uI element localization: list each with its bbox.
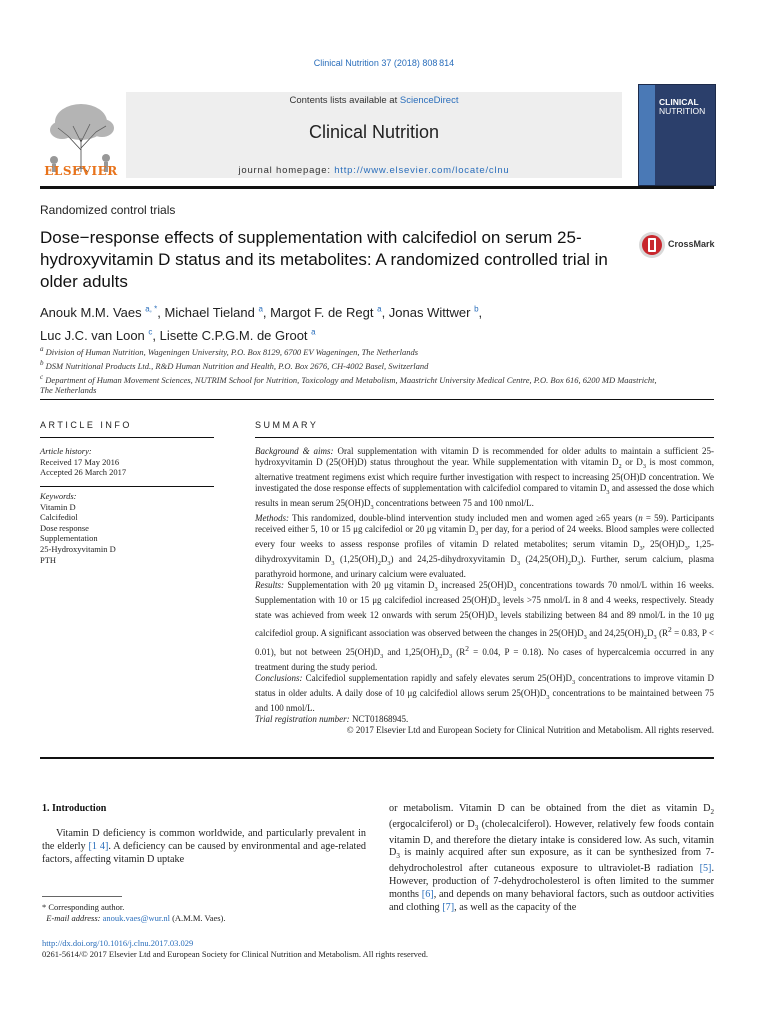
author[interactable]: Luc J.C. van Loon $^c$, — [40, 327, 160, 343]
author[interactable]: Michael Tieland $^a$, — [164, 305, 271, 321]
author[interactable]: Jonas Wittwer $^b$, — [388, 305, 483, 321]
keyword: Dose response — [40, 522, 89, 533]
summary-results: Results: Supplementation with 20 μg vitamin $D_3$ increased $25(OH)D_3$ concentrations towards 70 nmol/L within 16 weeks. Supplementation with 10 or 15 μg calcifediol increased $25(OH)D_3$ levels >75 nmol/L in 8 and 4 weeks, respectively. Steady state was achieved from week 12 onwards with serum $25(OH)D_3$ levels stabilizing between 84 and 89 nmol/L in the 10 μg calcifediol group. A significant association was observed between the changes in $25(OH)D_3$ and $24,25(OH)_2D_3$ ($R^2 = 0.83$, P < 0.01), but not between $25(OH)D_3$ and $1,25(OH)_2D_3$ ($R^2 = 0.04$, P = 0.18). No cases of hypercalcemia occurred in any treatment during the study period. — [255, 579, 715, 673]
contents-line — [126, 95, 622, 106]
body-column-left: Vitamin D deficiency is common worldwide, and particularly prevalent in the elderly [1 4]. A deficiency can be caused by environmental and age-related factors, affecting vitamin D uptake — [42, 828, 366, 865]
summary-trial-registration: Trial registration number: NCT01868945. — [255, 714, 409, 725]
article-info — [40, 446, 214, 478]
received-date: Received 17 May 2016 — [40, 456, 120, 467]
keyword: Calcifediol — [40, 512, 78, 523]
cover-band — [639, 85, 655, 185]
summary-conclusions: Conclusions: Calcifediol supplementation rapidly and safely elevates serum $25(OH)D_3$ concentrations to improve vitamin D status in older adults. A daily dose of 10 μg calcifediol allows serum $25(OH)D_3$ concentrations to be maintained between 75 and 100 nmol/L. — [255, 673, 715, 714]
affiliation: $^c$ Department of Human Movement Sciences, NUTRIM School for Nutrition, Toxicology and Metabolism, Maastricht University Medical Centre, P.O. Box 616, 6200 MD Maastricht, The Netherlands — [40, 372, 657, 396]
header-divider — [40, 399, 714, 400]
keyword: Supplementation — [40, 533, 98, 544]
issn-line: 0261-5614/© 2017 Elsevier Ltd and European Society for Clinical Nutrition and Metabolism. All rights reserved. — [42, 949, 429, 959]
publisher-wordmark: ELSEVIER — [44, 164, 118, 178]
affiliation: $^a$ Division of Human Nutrition, Wageningen University, P.O. Box 8129, 6700 EV Wageningen, The Netherlands — [40, 345, 418, 357]
summary-heading: SUMMARY — [255, 420, 319, 430]
homepage-prefix: journal homepage: — [238, 165, 335, 176]
author-list — [40, 300, 680, 345]
abstract-divider — [40, 757, 714, 759]
keyword: 25-Hydroxyvitamin D — [40, 543, 116, 554]
journal-citation[interactable]: Clinical Nutrition 37 (2018) 808 814 — [313, 58, 455, 68]
journal-cover-thumbnail[interactable] — [638, 84, 716, 186]
citation-link[interactable]: [5] — [699, 863, 712, 875]
article-info-rule — [40, 437, 214, 438]
summary-rule — [255, 437, 714, 438]
keyword: Vitamin D — [40, 501, 76, 512]
history-label: Article history: — [40, 446, 92, 456]
masthead-divider — [40, 186, 714, 189]
footnote — [42, 902, 366, 924]
citation-link[interactable]: [7] — [442, 901, 455, 913]
author[interactable]: Lisette C.P.G.M. de Groot $^a$ — [159, 327, 316, 343]
affiliations — [40, 344, 660, 396]
crossmark-label[interactable]: CrossMark — [668, 239, 715, 249]
article-title: Dose−response effects of supplementation with calcifediol on serum 25-hydroxyvitamin D status and its metabolites: A randomized controlled trial in older adults — [40, 228, 608, 291]
email-link[interactable]: anouk.vaes@wur.nl — [102, 913, 170, 923]
body-column-right: or metabolism. Vitamin D can be obtained from the diet as vitamin $D_2$ (ergocalciferol) or $D_3$ (cholecalciferol). However, relatively few foods contain vitamin D, and therefore the dietary intake is considered low. As such, vitamin $D_3$ is mainly acquired after sun exposure, as it can be synthesized from 7-dehydrocholestrol after cutaneous exposure to ultraviolet-B radiation [5]. However, production of 7-dehydrocholesterol is often limited to the summer months [6], and depends on many behavioral factors, such as outdoor activities and clothing [7], as well as the capacity of the — [389, 803, 714, 913]
summary-text — [255, 446, 714, 736]
email-line: E-mail address: anouk.vaes@wur.nl (A.M.M. Vaes). — [46, 913, 226, 923]
article-type: Randomized control trials — [40, 203, 176, 217]
footnote-rule — [42, 896, 122, 897]
doi-link[interactable]: http://dx.doi.org/10.1016/j.clnu.2017.03.029 — [42, 938, 194, 948]
author[interactable]: Margot F. de Regt $^a$, — [270, 305, 389, 321]
summary-copyright: © 2017 Elsevier Ltd and European Society for Clinical Nutrition and Metabolism. All rights reserved. — [346, 725, 714, 736]
citation-link[interactable]: [6] — [421, 888, 434, 900]
author[interactable]: Anouk M.M. Vaes $^{a, *}$, — [40, 305, 165, 321]
article-info-heading: ARTICLE INFO — [40, 420, 132, 430]
journal-banner — [126, 92, 622, 178]
sciencedirect-link[interactable]: ScienceDirect — [399, 95, 459, 106]
summary-background: Background & aims: Oral supplementation with vitamin D is recommended for older adults to maintain a sufficient 25-hydroxyvitamin D (25(OH)D) status throughout the year. While supplementation with vitamin $D_2$ or $D_3$ is most common, alternative treatment regimens exist which require further investigation with respect to increasing 25(OH)D concentration. We investigated the dose response effects of supplementation with calcifediol compared to vitamin $D_3$ and assessed the dose which results in mean serum $25(OH)D_3$ concentrations between 75 and 100 nmol/L. — [255, 446, 715, 511]
keywords-label: Keywords: — [40, 491, 77, 501]
summary-methods: Methods: This randomized, double-blind intervention study included men and women aged ≥65 years (n = 59). Participants received either 5, 10 or 15 μg calcifediol or 20 μg vitamin $D_3$ per day, for a period of 24 weeks. Blood samples were collected every four weeks to assess response profiles of vitamin D related metabolites; serum vitamin $D_3$, $25(OH)D_3$, 1,25-dihydroxyvitamin $D_3$ $(1,25(OH)_2D_3)$ and 24,25-dihydroxyvitamin $D_3$ $(24,25(OH)_2D_3)$. Further, serum calcium, plasma parathyroid hormone, and urinary calcium were evaluated. — [255, 512, 714, 579]
affiliation: $^b$ DSM Nutritional Products Ltd., R&D Human Nutrition and Health, P.O. Box 2676, CH-4002 Basel, Switzerland — [40, 358, 429, 371]
keywords-rule — [40, 486, 214, 487]
cover-title-2: NUTRITION — [659, 106, 706, 116]
accepted-date: Accepted 26 March 2017 — [40, 467, 127, 478]
journal-homepage — [126, 165, 622, 176]
contents-prefix: Contents lists available at — [289, 95, 400, 106]
cover-title-1: CLINICAL — [659, 97, 699, 107]
keywords — [40, 491, 214, 565]
journal-masthead — [40, 84, 714, 184]
citation-link[interactable]: [1 4] — [88, 840, 109, 852]
journal-name: Clinical Nutrition — [308, 122, 440, 142]
homepage-link[interactable]: http://www.elsevier.com/locate/clnu — [334, 165, 510, 176]
keyword: PTH — [40, 554, 57, 565]
section-heading-introduction: 1. Introduction — [42, 803, 107, 814]
corresponding-author: * Corresponding author. — [42, 902, 125, 912]
